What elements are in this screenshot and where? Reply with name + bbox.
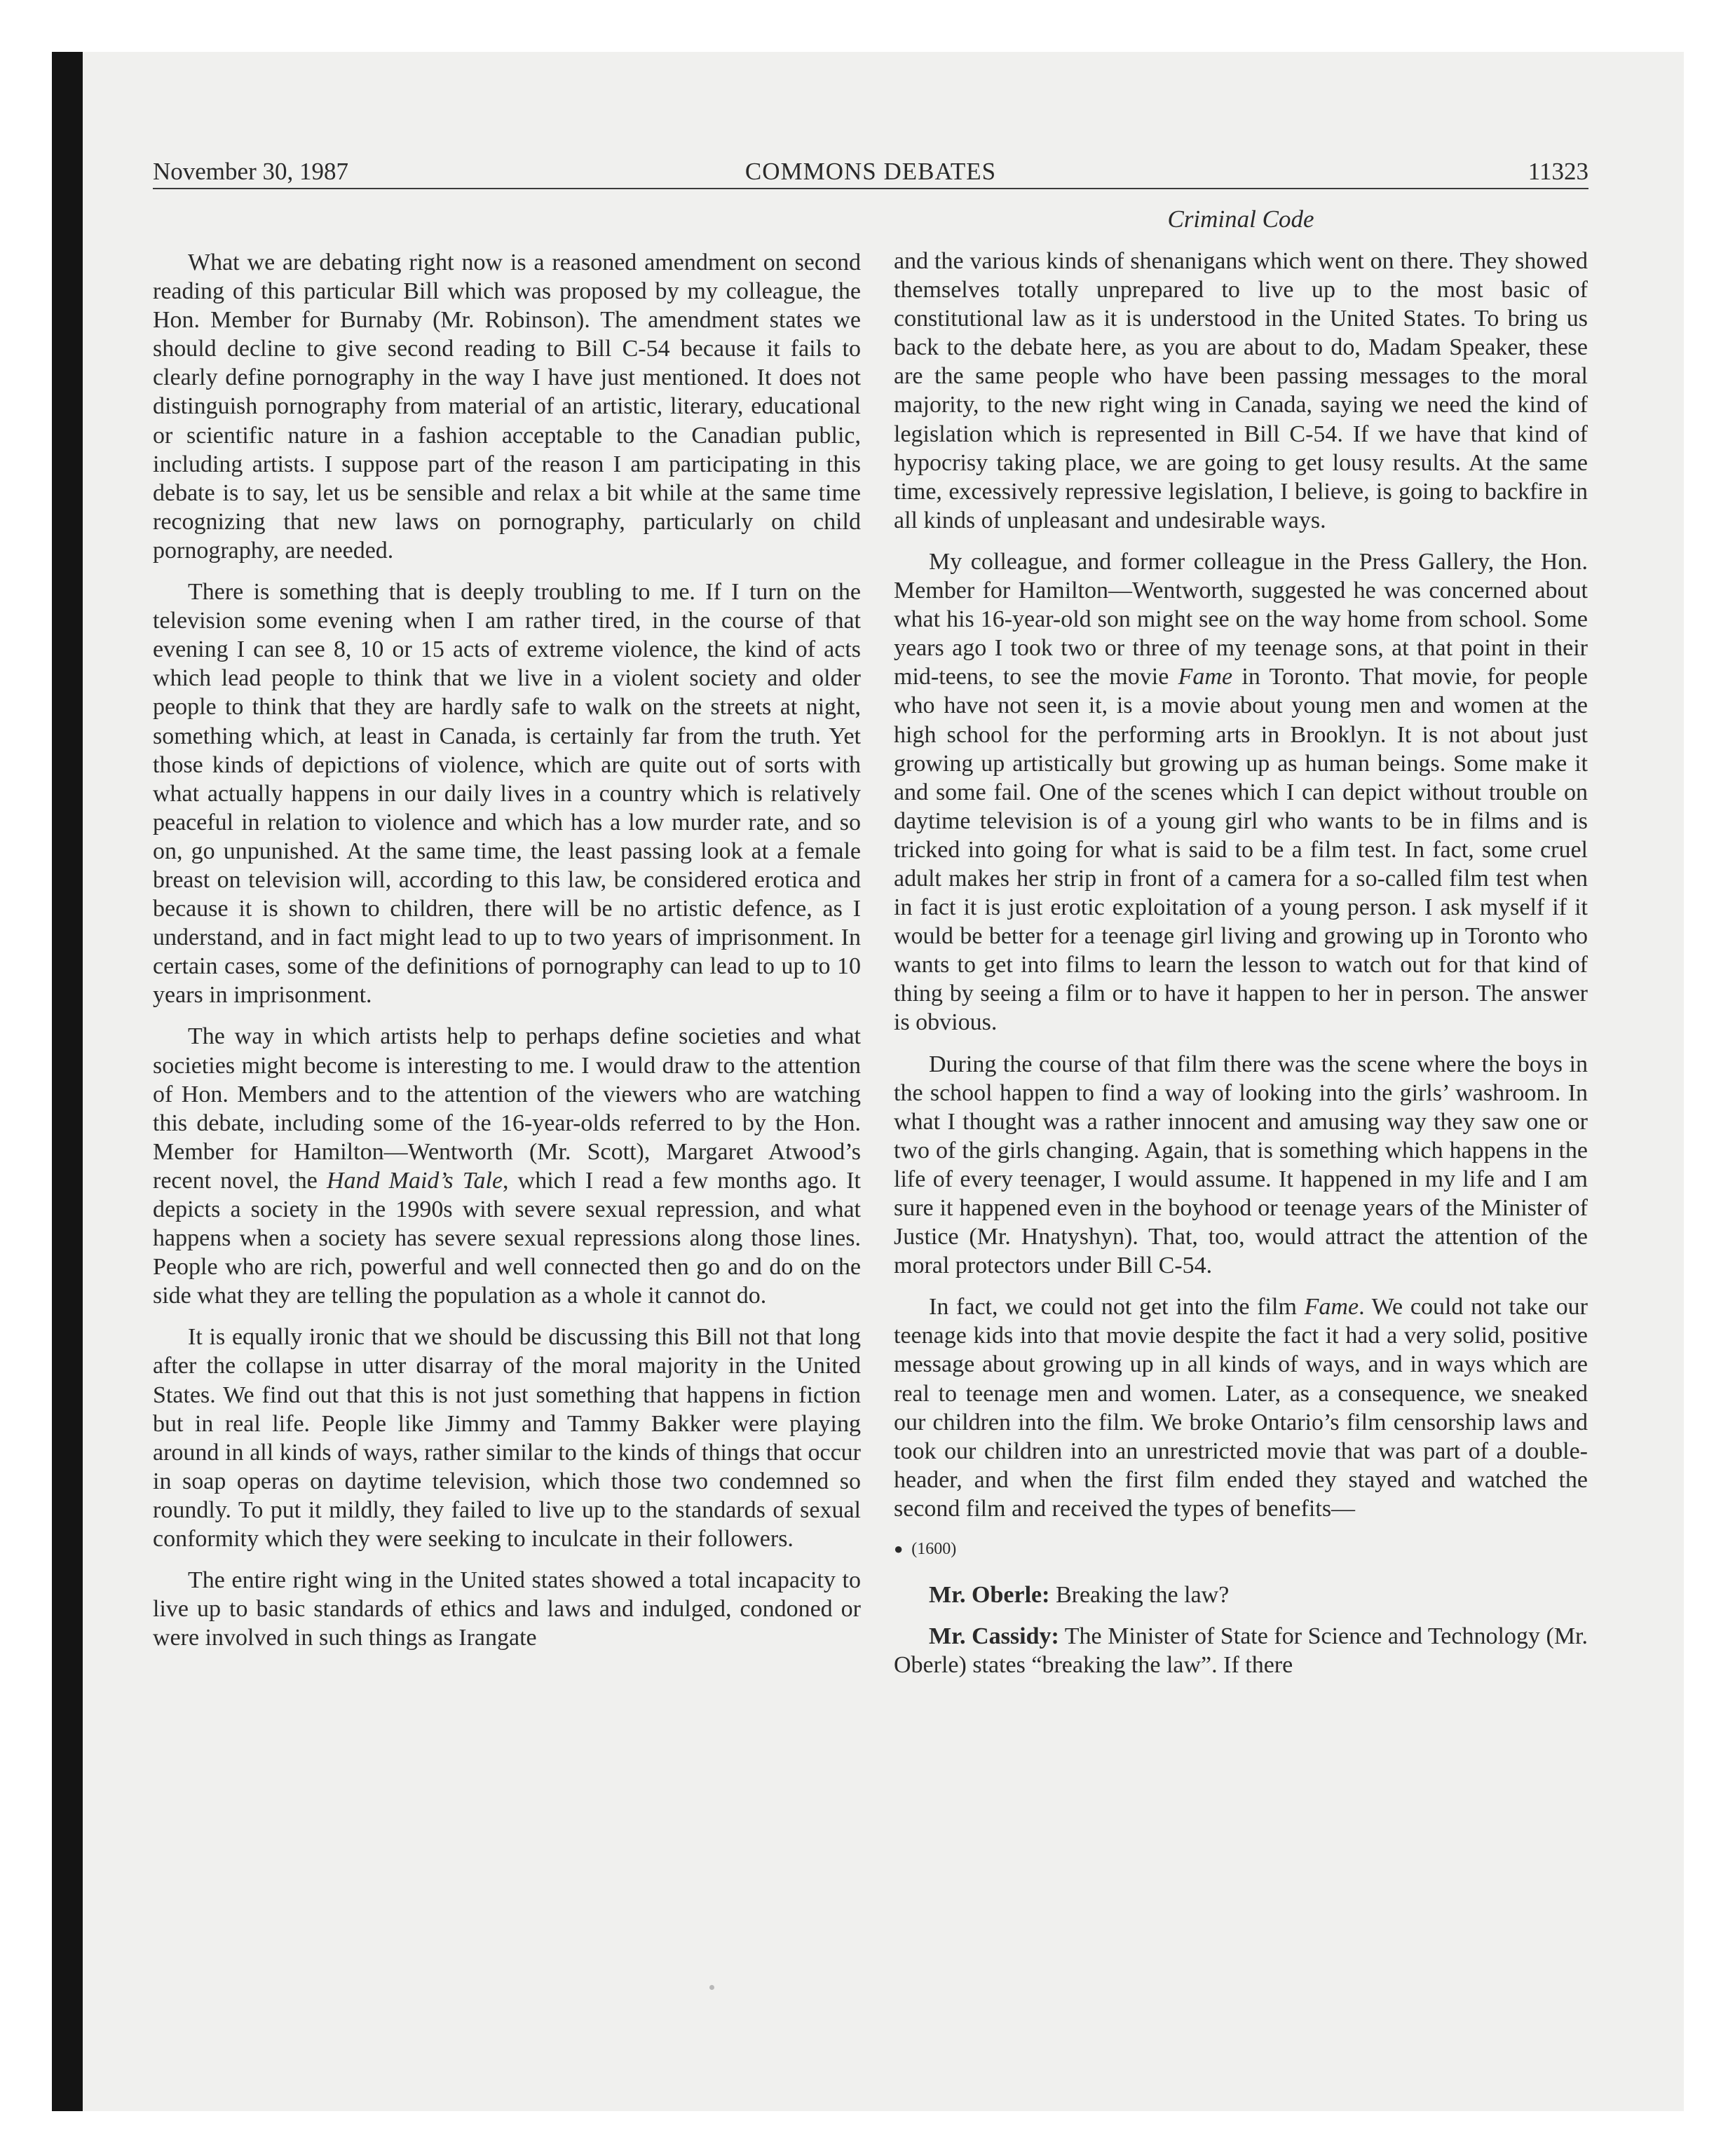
text-run: The way in which artists help to perhaps define societies and what societies might become is interesting to me. I would draw to the attention of Hon. Members and to the attention of the viewers who are watching this debate, including some of the 16-year-olds referred to by the Hon. Member for Hamilton—Wentworth (Mr. Scott), Margaret Atwood’s recent novel, the bbox=[153, 1023, 861, 1194]
speaker-name: Mr. Oberle: bbox=[929, 1582, 1050, 1609]
header-date: November 30, 1987 bbox=[153, 158, 348, 185]
paragraph: and the various kinds of shenanigans which went on there. They showed themselves totally unprepared to live up to the most basic of constitutional law as it is understood in the United States. To bring us back to the debate here, as you are about to do, Madam Speaker, these are the same people who have been passing messages to the moral majority, to the new right wing in Canada, saying we need the kind of legislation which is represented in Bill C-54. If we have that kind of hypocrisy taking place, we are going to get lousy results. At the same time, excessively repressive legislation, I believe, is going to backfire in all kinds of unpleasant and undesirable ways. bbox=[894, 248, 1588, 533]
speech-text: The Minister of State for Science and Technology (Mr. Oberle) states “breaking the law”. If there bbox=[894, 1623, 1588, 1679]
header-publication: COMMONS DEBATES bbox=[744, 158, 997, 185]
speaker-paragraph bbox=[894, 1622, 1588, 1679]
section-subject: Criminal Code bbox=[1167, 205, 1314, 233]
time-marker bbox=[894, 1538, 1588, 1560]
paragraph bbox=[894, 547, 1588, 1037]
text-run: , which I read a few months ago. It depicts a society in the 1990s with severe sexual repression, and what happens when a society has severe sexual repressions along those lines. People who are rich, powerful and well connected then go and do on the side what they are telling the population as a whole it cannot do. bbox=[153, 1167, 861, 1309]
left-column bbox=[153, 248, 861, 1652]
time-marker-label: (1600) bbox=[911, 1540, 957, 1559]
paragraph: During the course of that film there was the scene where the boys in the school happen to find a way of looking into the girls’ washroom. In what I thought was a rather innocent and amusing way they saw one or two of the girls changing. Again, that is something which happens in the life of every teenager, I would assume. It happened in my life and I am sure it happened even in the boyhood or teenage years of the Minister of Justice (Mr. Hnatyshyn). That, too, would attract the attention of the moral protectors under Bill C-54. bbox=[894, 1051, 1588, 1279]
paragraph bbox=[153, 1022, 861, 1310]
speaker-paragraph bbox=[894, 1581, 1588, 1609]
paragraph bbox=[894, 1292, 1588, 1523]
film-title: Fame bbox=[1178, 664, 1233, 690]
header-page-number: 11323 bbox=[1528, 158, 1588, 185]
bullet-icon: ● bbox=[894, 1540, 904, 1558]
text-run: My colleague, and former colleague in the Press Gallery, the Hon. Member for Hamilton—Wentworth, suggested he was concerned about what his 16-year-old son might see on the way home from school. Some years ago I took two or three of my teenage sons, at that point in their mid-teens, to see the movie bbox=[894, 548, 1588, 690]
paragraph: What we are debating right now is a reasoned amendment on second reading of this particular Bill which was proposed by my colleague, the Hon. Member for Burnaby (Mr. Robinson). The amendment states we should decline to give second reading to Bill C-54 because it fails to clearly define pornography in the way I have just mentioned. It does not distinguish pornography from material of an artistic, literary, educational or scientific nature in a fashion acceptable to the Canadian public, including artists. I suppose part of the reason I am participating in this debate is to say, let us be sensible and relax a bit while at the same time recognizing that new laws on pornography, particularly on child pornography, are needed. bbox=[153, 250, 861, 564]
speaker-name: Mr. Cassidy: bbox=[929, 1623, 1059, 1650]
page-header bbox=[153, 156, 1588, 189]
binding-edge bbox=[52, 52, 83, 2111]
speech-text: Breaking the law? bbox=[1049, 1582, 1230, 1609]
text-run: in Toronto. That movie, for people who have not seen it, is a movie about young men and women at the high school for the performing arts in Brooklyn. It is not about just growing up artistically but growing up as human beings. Some make it and some fail. One of the scenes which I can depict without trouble on daytime television is of a young girl who wants to be in films and is tricked into going for what is said to be a film test. In fact, some cruel adult makes her strip in front of a camera for a so-called film test when in fact it is just erotic exploitation of a young person. I ask myself if it would be better for a teenage girl living and growing up in Toronto who wants to get into films to learn the lesson to watch out for that kind of thing by seeing a film or to have it happen to her in person. The answer is obvious. bbox=[894, 664, 1588, 1036]
text-run: . We could not take our teenage kids into that movie despite the fact it had a very solid, positive message about growing up in all kinds of ways, and in ways which are real to teenage men and women. Later, as a consequence, we sneaked our children into the film. We broke Ontario’s film censorship laws and took our children into an unrestricted movie that was part of a double-header, and when the first film ended they stayed and watched the second film and received the types of benefits— bbox=[894, 1294, 1588, 1522]
paragraph: The entire right wing in the United states showed a total incapacity to live up to basic standards of ethics and laws and indulged, condoned or were involved in such things as Irangate bbox=[153, 1567, 861, 1651]
paragraph: It is equally ironic that we should be discussing this Bill not that long after the collapse in utter disarray of the moral majority in the United States. We find out that this is not just something that happens in fiction but in real life. People like Jimmy and Tammy Bakker were playing around in all kinds of ways, rather similar to the kinds of things that occur in soap operas on daytime television, which those two condemned so roundly. To put it mildly, they failed to live up to the standards of sexual conformity which they were seeking to inculcate in their followers. bbox=[153, 1324, 861, 1553]
text-run: In fact, we could not get into the film bbox=[929, 1294, 1305, 1321]
scan-speck bbox=[709, 1985, 714, 1990]
right-column bbox=[894, 247, 1588, 1679]
film-title: Fame bbox=[1304, 1294, 1359, 1321]
paragraph: There is something that is deeply troubling to me. If I turn on the television some evening when I am rather tired, in the course of that evening I can see 8, 10 or 15 acts of extreme violence, the kind of acts which lead people to think that we live in a violent society and older people to think that they are hardly safe to walk on the streets at night, something which, at least in Canada, is certainly far from the truth. Yet those kinds of depictions of violence, which are quite out of sorts with what actually happens in our daily lives in a country which is relatively peaceful in relation to violence and which has a low murder rate, and so on, go unpunished. At the same time, the least passing look at a female breast on television will, according to this law, be considered erotica and because it is shown to children, there will be no artistic defence, as I understand, and in fact might lead to up to two years of imprisonment. In certain cases, some of the definitions of pornography can lead to up to 10 years in imprisonment. bbox=[153, 579, 861, 1009]
novel-title: Hand Maid’s Tale bbox=[326, 1167, 503, 1194]
